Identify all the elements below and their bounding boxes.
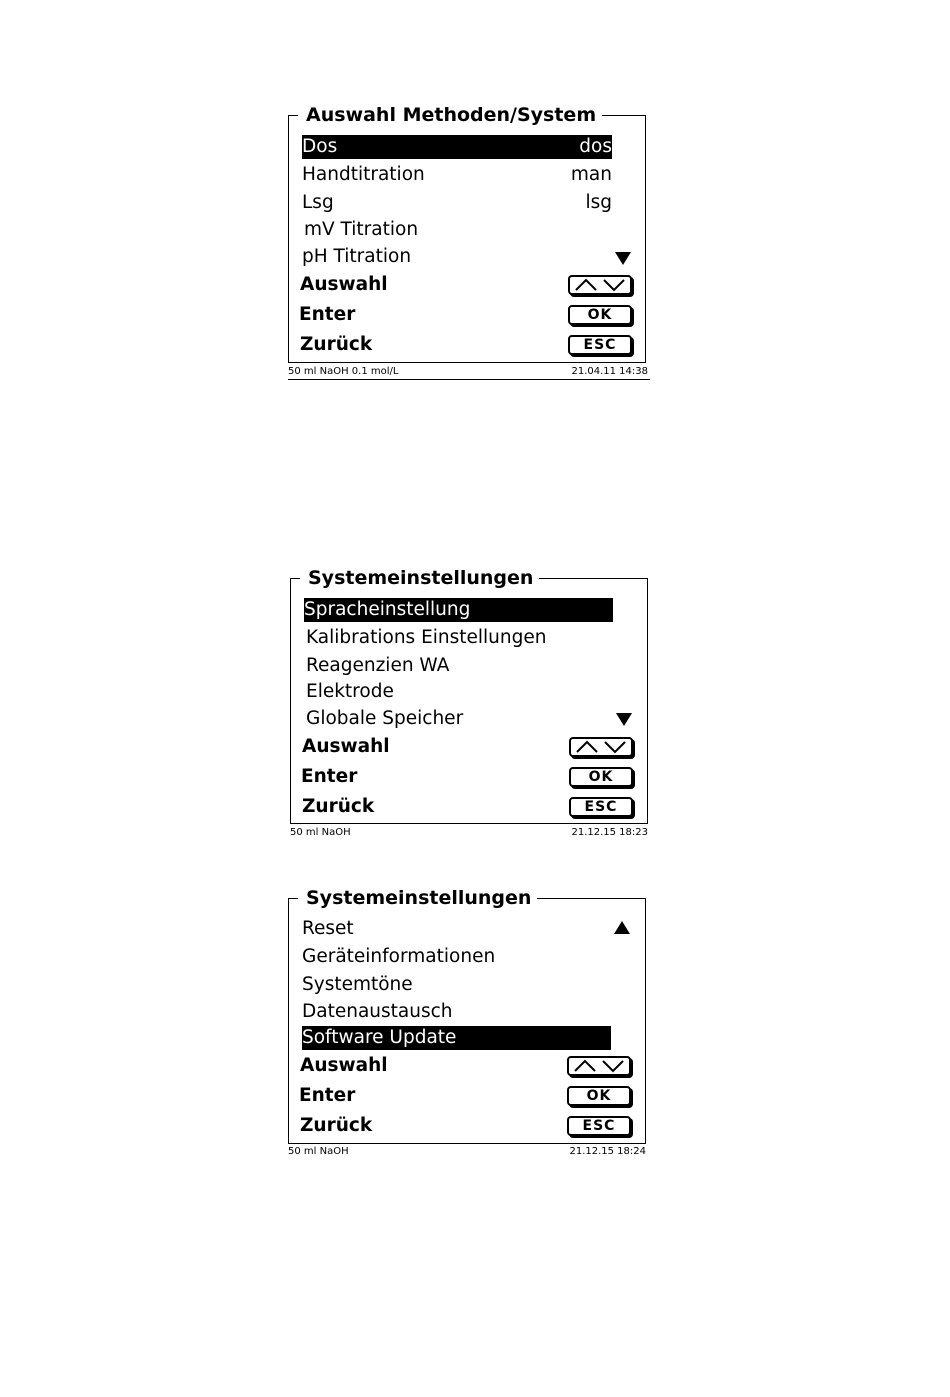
list-item-label: Kalibrations Einstellungen xyxy=(306,627,547,648)
status-reagent: 50 ml NaOH xyxy=(288,1146,349,1157)
list-item-label: Reset xyxy=(302,918,354,939)
list-item-label: Reagenzien WA xyxy=(306,655,450,676)
up-down-arrows-icon xyxy=(573,740,629,754)
select-label: Auswahl xyxy=(300,274,388,295)
list-item-value: man xyxy=(570,164,612,185)
up-down-key-button[interactable] xyxy=(568,275,632,295)
esc-key-button[interactable]: ESC xyxy=(569,797,633,817)
select-label: Auswahl xyxy=(302,736,390,757)
screen-system-settings-1 xyxy=(290,567,650,845)
list-item[interactable] xyxy=(302,1026,611,1050)
list-item-label: Lsg xyxy=(302,192,334,213)
status-reagent: 50 ml NaOH xyxy=(290,827,351,838)
screen-title: Systemeinstellungen xyxy=(298,888,537,908)
list-item[interactable] xyxy=(302,945,612,969)
enter-label: Enter xyxy=(299,304,356,325)
list-item[interactable] xyxy=(302,191,612,215)
list-item-label: Spracheinstellung xyxy=(304,599,471,620)
list-item[interactable] xyxy=(302,163,612,187)
up-down-arrows-icon xyxy=(571,1059,627,1073)
ok-key-button[interactable]: OK xyxy=(569,767,633,787)
list-item-value: dos xyxy=(579,136,612,157)
up-down-arrows-icon xyxy=(572,278,628,292)
ok-key-button[interactable]: OK xyxy=(567,1086,631,1106)
list-item[interactable] xyxy=(302,135,612,159)
list-item-label: mV Titration xyxy=(304,219,419,240)
enter-label: Enter xyxy=(301,766,358,787)
list-item[interactable] xyxy=(306,680,616,704)
scroll-down-icon xyxy=(615,252,631,265)
screen-system-settings-2 xyxy=(288,887,648,1165)
status-reagent: 50 ml NaOH 0.1 mol/L xyxy=(288,366,399,377)
list-item[interactable] xyxy=(304,218,614,242)
list-item-label: Handtitration xyxy=(302,164,425,185)
screen-title: Systemeinstellungen xyxy=(300,568,539,588)
list-item-label: Software Update xyxy=(302,1027,457,1048)
list-item[interactable] xyxy=(302,917,612,941)
list-item[interactable] xyxy=(306,654,616,678)
select-label: Auswahl xyxy=(300,1055,388,1076)
list-item[interactable] xyxy=(304,598,613,622)
up-down-key-button[interactable] xyxy=(567,1056,631,1076)
status-datetime: 21.04.11 14:38 xyxy=(571,366,648,377)
list-item[interactable] xyxy=(306,707,616,731)
list-item-label: Datenaustausch xyxy=(302,1001,453,1022)
list-item[interactable] xyxy=(302,1000,612,1024)
back-label: Zurück xyxy=(300,1115,373,1136)
scroll-up-icon xyxy=(614,921,630,934)
list-item[interactable] xyxy=(306,626,616,650)
status-datetime: 21.12.15 18:24 xyxy=(569,1146,646,1157)
list-item[interactable] xyxy=(302,245,612,269)
ok-key-button[interactable]: OK xyxy=(568,305,632,325)
esc-key-button[interactable]: ESC xyxy=(568,335,632,355)
screen-title: Auswahl Methoden/System xyxy=(298,105,602,125)
enter-label: Enter xyxy=(299,1085,356,1106)
status-underline xyxy=(288,379,650,380)
status-datetime: 21.12.15 18:23 xyxy=(571,827,648,838)
list-item[interactable] xyxy=(302,973,612,997)
list-item-value: lsg xyxy=(585,192,612,213)
esc-key-button[interactable]: ESC xyxy=(567,1116,631,1136)
back-label: Zurück xyxy=(300,334,373,355)
scroll-down-icon xyxy=(616,713,632,726)
screen-methods-system xyxy=(288,104,648,382)
list-item-label: Elektrode xyxy=(306,681,394,702)
up-down-key-button[interactable] xyxy=(569,737,633,757)
list-item-label: Dos xyxy=(302,136,338,157)
back-label: Zurück xyxy=(302,796,375,817)
list-item-label: Globale Speicher xyxy=(306,708,464,729)
list-item-label: Geräteinformationen xyxy=(302,946,496,967)
list-item-label: pH Titration xyxy=(302,246,412,267)
list-item-label: Systemtöne xyxy=(302,974,413,995)
